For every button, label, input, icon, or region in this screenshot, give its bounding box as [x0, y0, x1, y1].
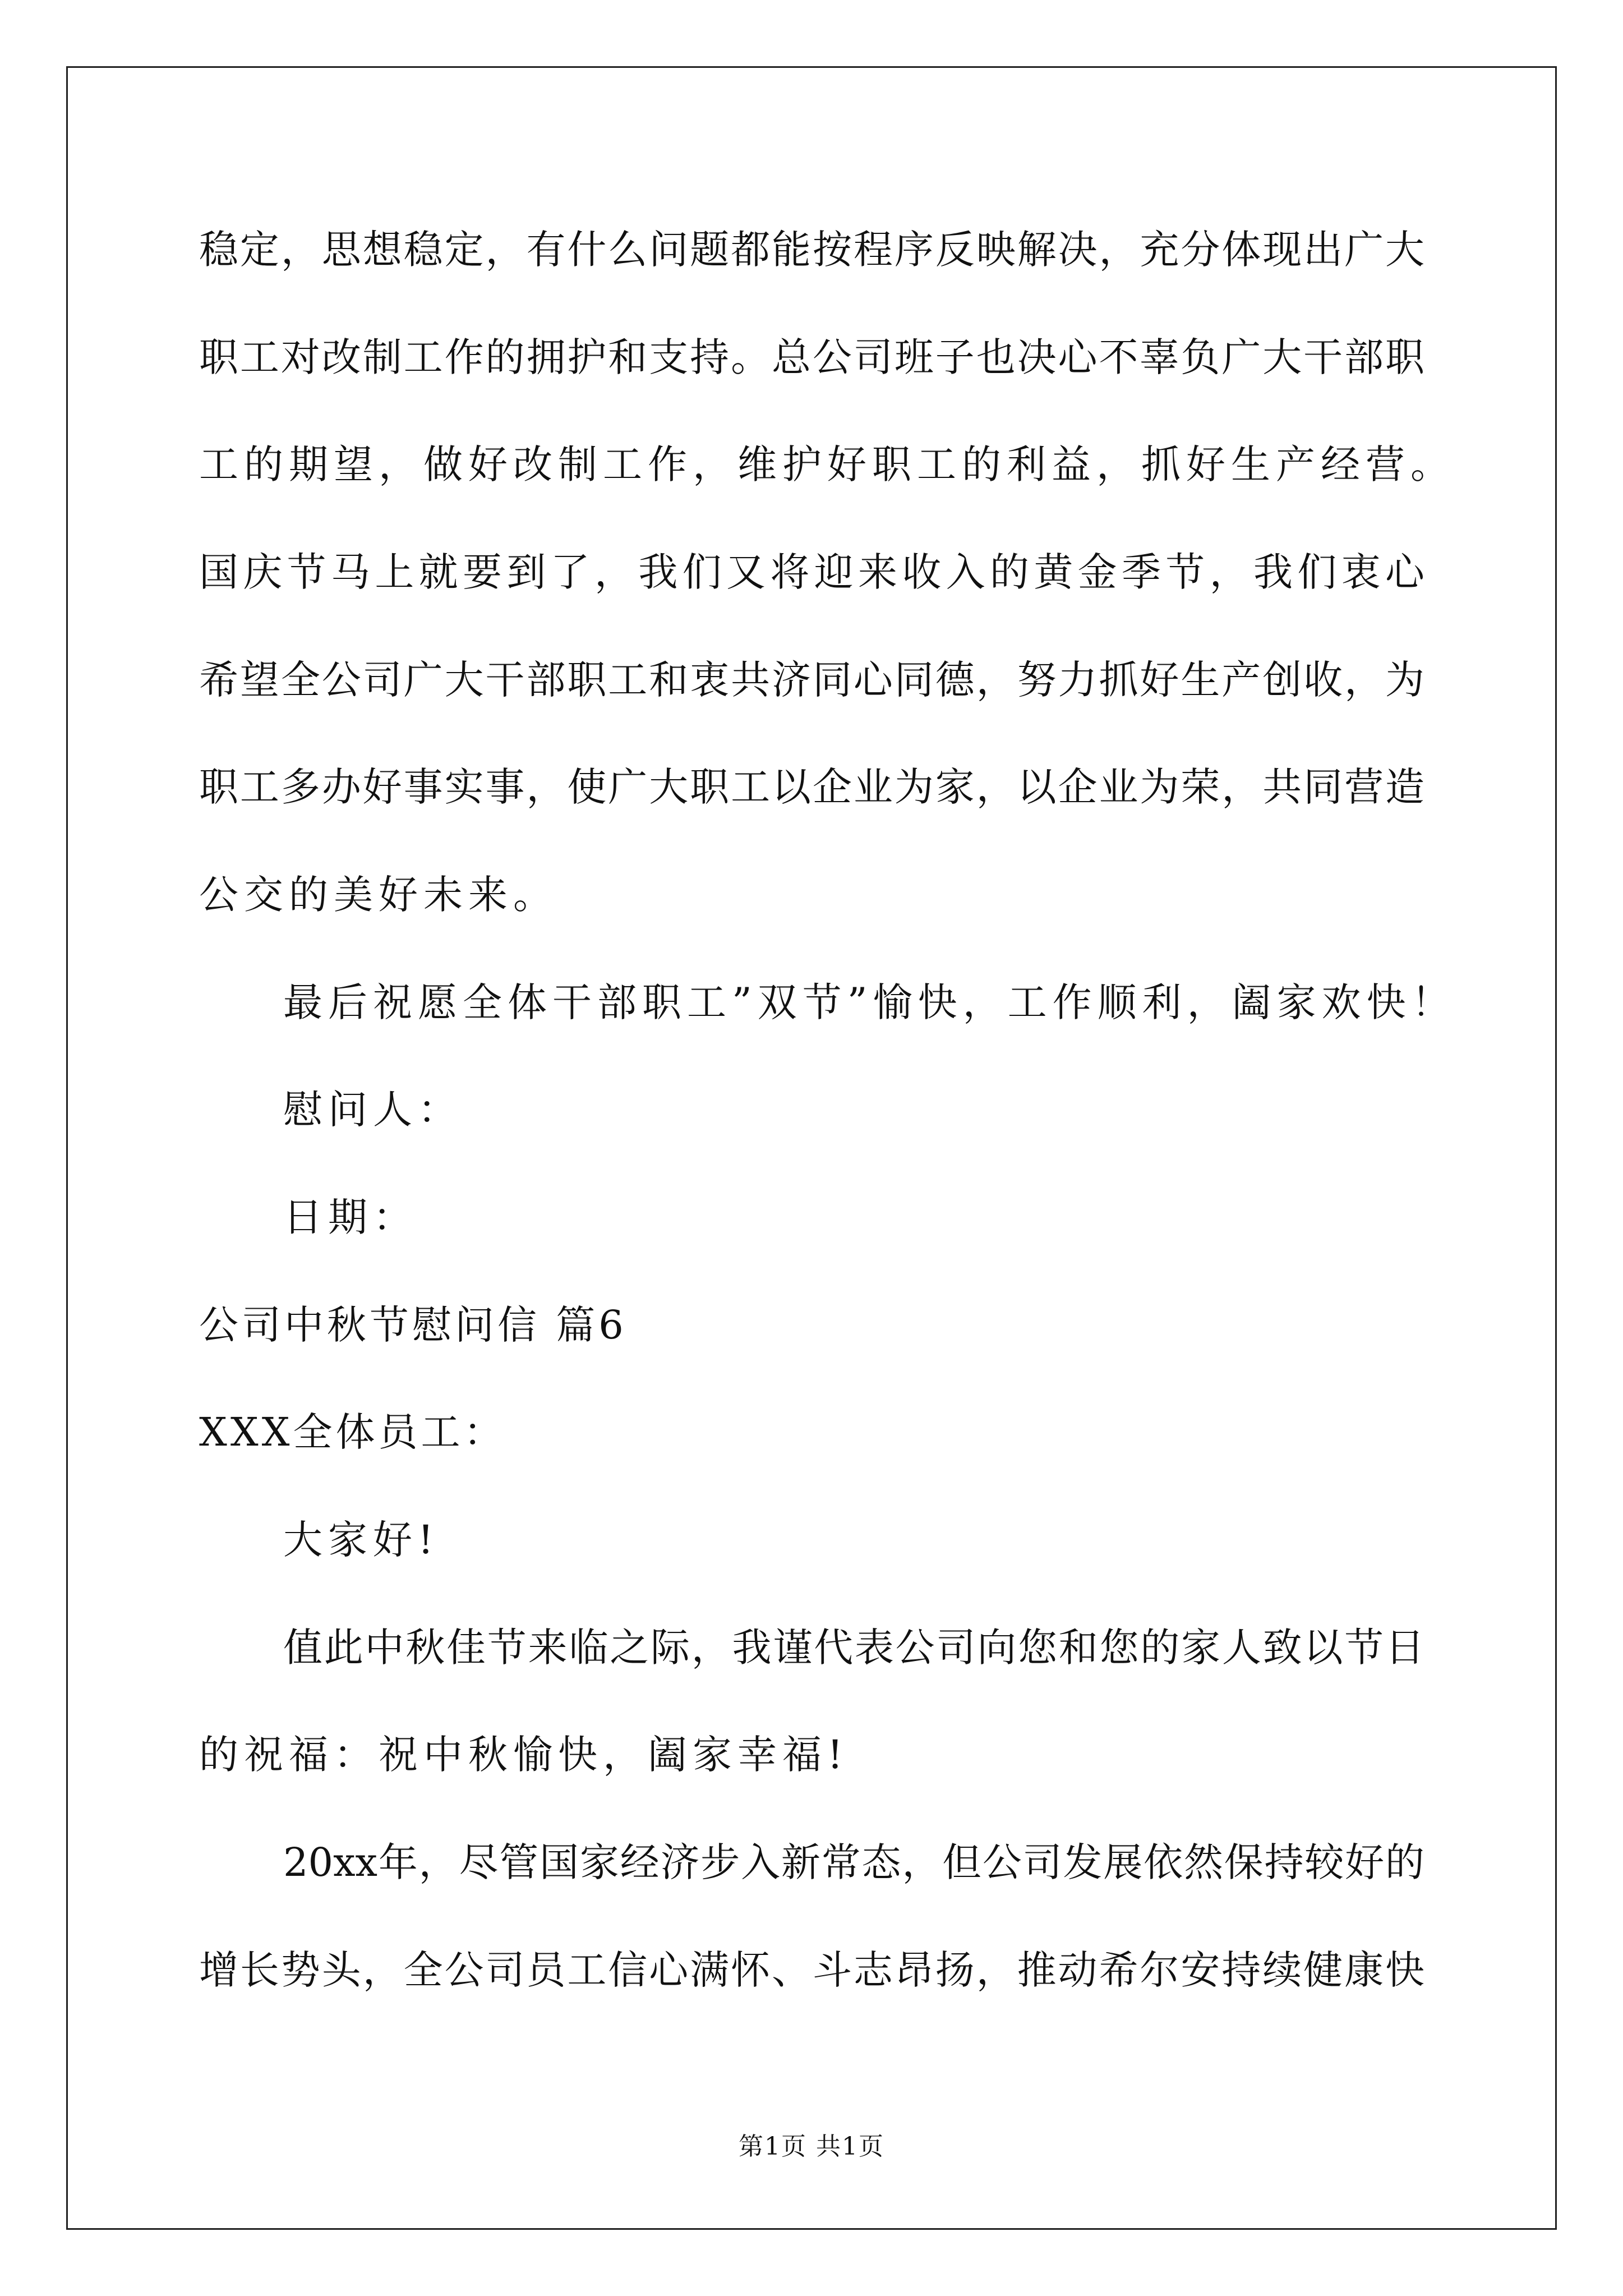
- salutation: XXX全体员工：: [199, 1409, 506, 1455]
- text-line: 希望全公司广大干部职工和衷共济同心同德，努力抓好生产创收，为: [199, 657, 1424, 703]
- page-number: 第1页 共1页: [739, 2132, 884, 2161]
- text-line: 职工多办好事实事，使广大职工以企业为家，以企业为荣，共同营造: [199, 764, 1424, 810]
- text-line: 最后祝愿全体干部职工”双节”愉快，工作顺利，阖家欢快！: [283, 979, 1456, 1025]
- text-line: 的祝福：祝中秋愉快，阖家幸福!: [199, 1732, 849, 1778]
- date-label: 日期：: [283, 1194, 418, 1240]
- text-line: 值此中秋佳节来临之际，我谨代表公司向您和您的家人致以节日: [283, 1625, 1424, 1671]
- text-line: 国庆节马上就要到了，我们又将迎来收入的黄金季节，我们衷心: [199, 549, 1424, 595]
- section-heading: 公司中秋节慰问信 篇6: [199, 1302, 627, 1348]
- text-line: 稳定，思想稳定，有什么问题都能按程序反映解决，充分体现出广大: [199, 227, 1424, 273]
- text-line: 20xx年，尽管国家经济步入新常态，但公司发展依然保持较好的: [283, 1839, 1424, 1885]
- signatory-label: 慰问人：: [283, 1087, 463, 1133]
- page-border: [66, 66, 1557, 2230]
- text-line: 增长势头，全公司员工信心满怀、斗志昂扬，推动希尔安持续健康快: [199, 1947, 1424, 1993]
- text-line: 职工对改制工作的拥护和支持。总公司班子也决心不辜负广大干部职: [199, 334, 1424, 380]
- greeting: 大家好!: [283, 1517, 440, 1563]
- text-line: 公交的美好未来。: [199, 872, 558, 918]
- text-line: 工的期望，做好改制工作，维护好职工的利益，抓好生产经营。: [199, 441, 1455, 487]
